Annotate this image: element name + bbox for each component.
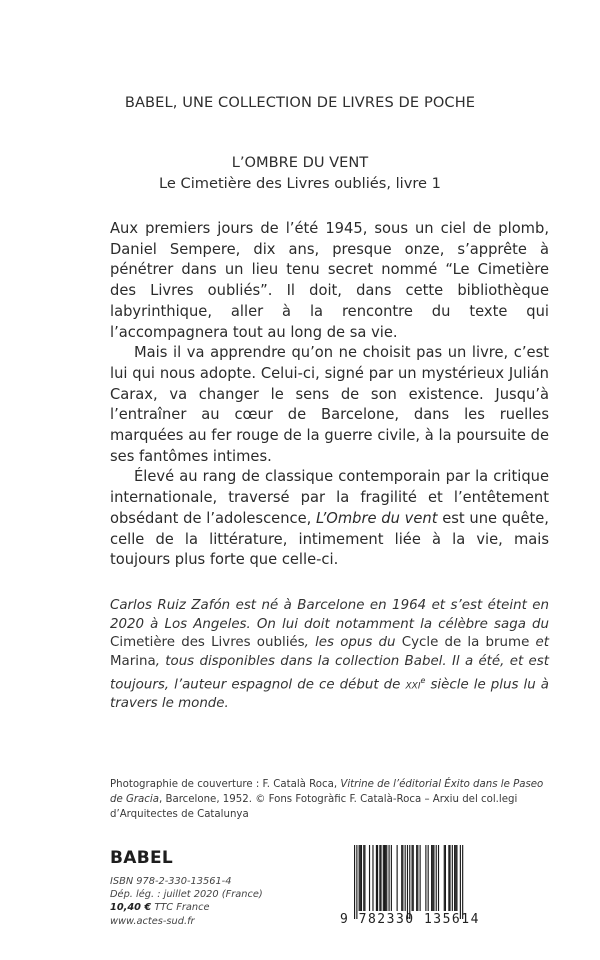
barcode-bar bbox=[444, 845, 445, 911]
price: 10,40 € bbox=[110, 902, 152, 914]
barcode-bar bbox=[372, 845, 373, 911]
barcode-bar bbox=[456, 845, 457, 911]
barcode-bar bbox=[448, 845, 449, 911]
barcode bbox=[340, 845, 500, 945]
photo-credit-suffix: , Barcelone, 1952. © Fons Fotogràfic F. Català-Roca – Arxiu del col.legi d’Arquitectes de Catalunya bbox=[110, 794, 518, 821]
blurb bbox=[110, 219, 549, 571]
barcode-bar bbox=[407, 845, 408, 919]
barcode-bar bbox=[383, 845, 384, 911]
barcode-bar bbox=[409, 845, 410, 919]
barcode-bar bbox=[431, 845, 432, 911]
barcode-bar bbox=[433, 845, 434, 911]
barcode-bar bbox=[449, 845, 450, 911]
barcode-bar bbox=[356, 845, 357, 919]
photo-credit bbox=[110, 777, 550, 823]
barcode-bar bbox=[361, 845, 362, 911]
blurb-p3-title: L’Ombre du vent bbox=[316, 509, 438, 527]
author-bio-text: , tous disponibles dans la collection Babel. Il a été, et est toujours, l’auteur espagnol de ce début de bbox=[110, 654, 549, 693]
book-name-marina: Marina bbox=[110, 654, 156, 670]
barcode-bar bbox=[386, 845, 387, 911]
century-numeral: xxi bbox=[405, 677, 421, 693]
barcode-bar bbox=[377, 845, 378, 911]
blurb-paragraph-1: Aux premiers jours de l’été 1945, sous un ciel de plomb, Daniel Sempere, dix ans, presque onze, s’apprête à pénétrer dans un lieu tenu secret nommé “Le Cimetière des Livres oubliés”. Il doit, dans cette bibliothèque labyrinthique, aller à la rencontre du texte qui l’accompagnera tout au long de sa vie. bbox=[110, 220, 549, 341]
isbn: ISBN 978-2-330-13561-4 bbox=[110, 876, 232, 887]
barcode-bar bbox=[369, 845, 370, 911]
barcode-bar bbox=[417, 845, 418, 911]
price-suffix: TTC France bbox=[151, 902, 210, 914]
barcode-bar bbox=[384, 845, 385, 911]
barcode-bar bbox=[391, 845, 392, 911]
barcode-bar bbox=[405, 845, 406, 911]
barcode-bar bbox=[455, 845, 456, 911]
barcode-bar bbox=[428, 845, 429, 911]
price-line bbox=[110, 901, 263, 914]
barcode-bar bbox=[420, 845, 421, 911]
barcode-bar bbox=[380, 845, 381, 911]
title-block bbox=[0, 152, 600, 194]
barcode-bar bbox=[364, 845, 365, 911]
book-meta bbox=[110, 875, 263, 928]
barcode-bar bbox=[454, 845, 455, 911]
author-bio-text: et bbox=[529, 635, 549, 651]
book-subtitle: Le Cimetière des Livres oubliés, livre 1 bbox=[159, 175, 441, 192]
barcode-bar bbox=[379, 845, 380, 911]
barcode-bar bbox=[385, 845, 386, 911]
website: www.actes-sud.fr bbox=[110, 915, 195, 927]
collection-heading: BABEL, UNE COLLECTION DE LIVRES DE POCHE bbox=[124, 94, 476, 111]
barcode-bar bbox=[363, 845, 364, 911]
barcode-bar bbox=[402, 845, 403, 911]
barcode-bar bbox=[425, 845, 426, 911]
barcode-bar bbox=[416, 845, 417, 911]
barcode-bar bbox=[354, 845, 355, 919]
blurb-p3-end: est une quête, celle de la littérature, intimement liée à la vie, mais toujours plus forte que celle-ci. bbox=[110, 509, 549, 569]
barcode-bar bbox=[360, 845, 361, 911]
author-bio bbox=[110, 597, 549, 714]
author-bio-text: Carlos Ruiz Zafón est né à Barcelone en 1964 et s’est éteint en 2020 à Los Angeles. On lui doit notamment la célèbre saga du bbox=[110, 598, 549, 632]
series-name-cimetiere: Cimetière des Livres oubliés bbox=[110, 635, 305, 651]
author-bio-text: siècle le plus lu à travers le monde. bbox=[110, 677, 549, 711]
blurb-p3-start: Élevé au rang de classique contemporain par la critique internationale, traversé par la fragilité et l’entêtement obsédant de l’adolescence, bbox=[110, 468, 549, 527]
blurb-paragraph-2: Mais il va apprendre qu’on ne choisit pas un livre, c’est lui qui nous adopte. Celui-ci, signé par un mystérieux Julián Carax, va changer le sens de son existence. Jusqu’à l’entraîner au cœur de Barcelone, dans les ruelles marquées au fer rouge de la guerre civile, à la poursuite de ses fantômes intimes. bbox=[110, 344, 549, 465]
barcode-bar bbox=[376, 845, 377, 911]
legal-deposit: Dép. lég. : juillet 2020 (France) bbox=[110, 889, 263, 901]
barcode-bar bbox=[412, 845, 413, 911]
series-name-brume: Cycle de la brume bbox=[401, 635, 530, 651]
barcode-bar bbox=[460, 845, 461, 919]
barcode-bar bbox=[462, 845, 463, 919]
barcode-bar bbox=[401, 845, 402, 911]
blurb-paragraph-3 bbox=[110, 467, 549, 571]
barcode-bar bbox=[452, 845, 453, 911]
barcode-bar bbox=[397, 845, 398, 911]
barcode-bar bbox=[436, 845, 437, 911]
photo-credit-prefix: Photographie de couverture : F. Català Roca, bbox=[110, 779, 341, 790]
barcode-bar bbox=[432, 845, 433, 911]
century-superscript: e bbox=[420, 675, 426, 685]
barcode-bar bbox=[389, 845, 390, 911]
barcode-digits: 9 782330 135614 bbox=[340, 912, 480, 927]
barcode-bar bbox=[359, 845, 360, 911]
barcode-bar bbox=[438, 845, 439, 911]
book-title: L’OMBRE DU VENT bbox=[231, 154, 369, 171]
photo-credit-work: Vitrine de l’éditorial Éxito dans le Paseo de Gracia bbox=[110, 779, 544, 806]
barcode-bar bbox=[413, 845, 414, 911]
publisher-logo: BABEL bbox=[110, 848, 174, 868]
author-bio-text: , les opus du bbox=[304, 635, 402, 651]
barcode-bar bbox=[445, 845, 446, 911]
